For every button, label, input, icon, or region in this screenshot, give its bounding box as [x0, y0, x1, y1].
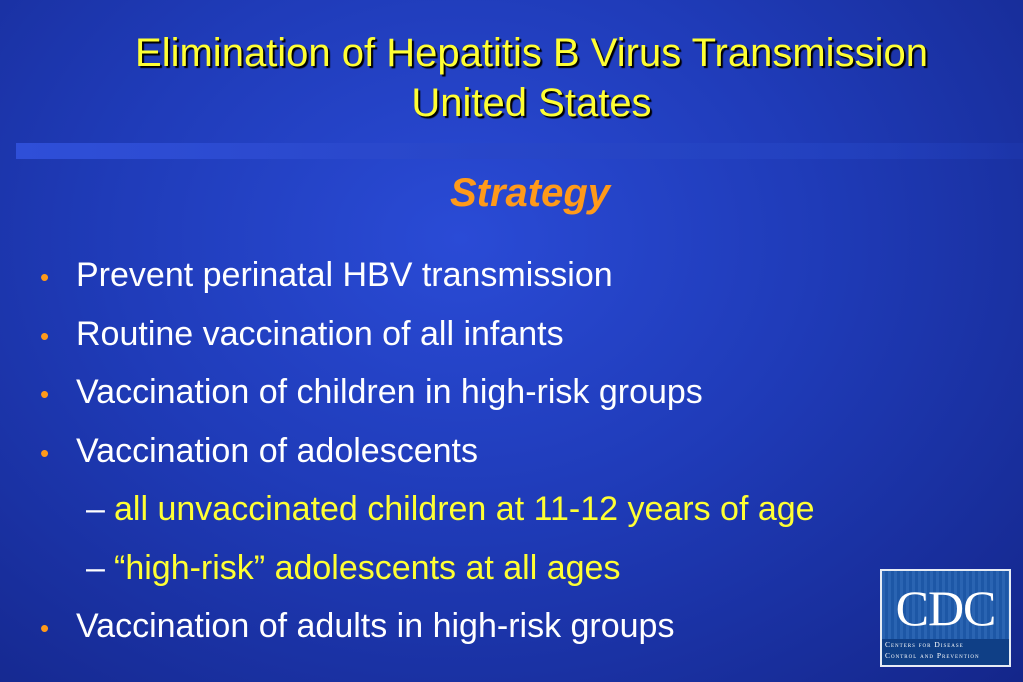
- bullet-item: [40, 305, 815, 364]
- bullet-text: Vaccination of adolescents: [76, 431, 478, 470]
- bullet-text: Vaccination of adults in high-risk groups: [76, 607, 675, 645]
- bullet-marker: •: [40, 262, 50, 292]
- logo-letters: CDC: [895, 580, 996, 636]
- sub-bullet-item: [40, 480, 815, 539]
- bullet-list: [40, 246, 815, 656]
- logo-line-1: Centers for Disease: [885, 640, 964, 649]
- slide-title: [0, 28, 1023, 128]
- sub-bullet-text: “high-risk” adolescents at all ages: [114, 548, 621, 587]
- bullet-text: Routine vaccination of all infants: [76, 314, 564, 353]
- sub-bullet-text: all unvaccinated children at 11-12 years of age: [114, 490, 815, 528]
- slide-subtitle: Strategy: [449, 171, 611, 215]
- title-divider: [16, 143, 1023, 159]
- bullet-marker: •: [40, 613, 50, 643]
- bullet-item: [40, 422, 815, 481]
- logo-line-2: Control and Prevention: [885, 651, 980, 660]
- bullet-text: Prevent perinatal HBV transmission: [76, 256, 613, 294]
- sub-bullet-item: [40, 539, 815, 598]
- cdc-logo: [880, 569, 1011, 667]
- bullet-marker: •: [40, 437, 50, 468]
- bullet-text: Vaccination of children in high-risk groups: [76, 373, 703, 411]
- title-line-2: United States: [411, 81, 652, 125]
- bullet-item: [40, 363, 815, 422]
- sub-bullet-marker: –: [86, 490, 105, 528]
- bullet-marker: •: [40, 379, 50, 409]
- bullet-marker: •: [40, 320, 50, 351]
- bullet-item: [40, 246, 815, 305]
- sub-bullet-marker: –: [86, 548, 105, 587]
- title-line-1: Elimination of Hepatitis B Virus Transmission: [135, 31, 928, 75]
- logo-band: [882, 639, 1009, 665]
- bullet-item: [40, 597, 815, 656]
